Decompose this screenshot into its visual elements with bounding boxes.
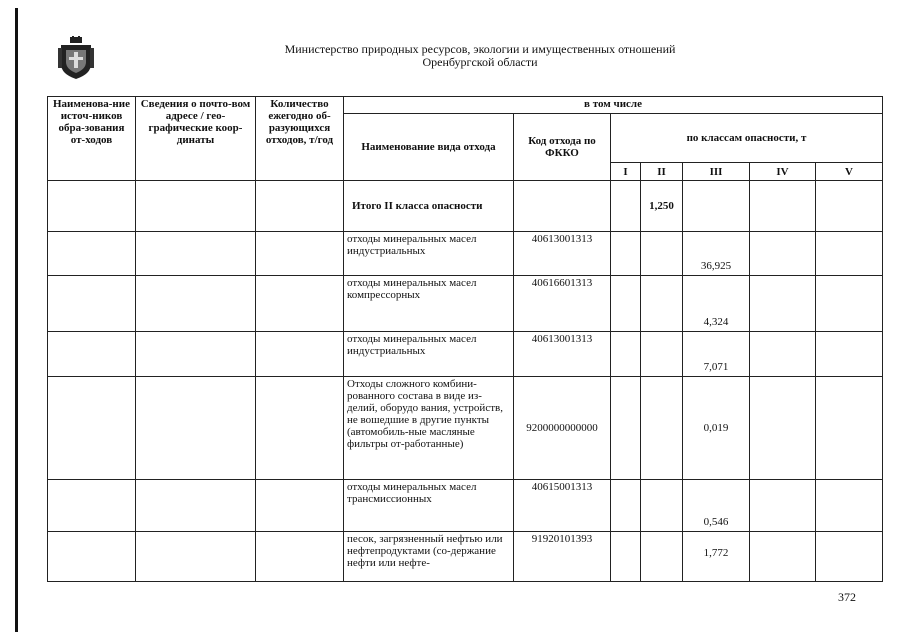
waste-name: отходы минеральных масел индустриальных: [344, 232, 514, 276]
waste-name: отходы минеральных масел трансмиссионных: [344, 480, 514, 532]
col-header-code: Код отхода по ФККО: [514, 114, 611, 181]
waste-code: 40613001313: [514, 232, 611, 276]
header-line-2: Оренбургской области: [422, 55, 538, 69]
table-row: [48, 276, 883, 332]
class-v-header: V: [816, 163, 883, 181]
total-class-ii-value: 1,250: [641, 181, 683, 232]
class-iii-value: 4,324: [683, 276, 750, 332]
class-iii-value: 0,019: [683, 377, 750, 480]
waste-code: 40613001313: [514, 332, 611, 377]
page-edge-bar: [15, 8, 18, 632]
col-header-quantity: Количество ежегодно об-разующихся отходов, т/год: [256, 97, 344, 181]
waste-name: песок, загрязненный нефтью или нефтепродуктами (со-держание нефти или нефте-: [344, 532, 514, 582]
table-row: [48, 377, 883, 480]
col-header-including: в том числе: [344, 97, 883, 114]
table-row: [48, 232, 883, 276]
ministry-header: [200, 43, 760, 69]
table-row: [48, 332, 883, 377]
waste-table: [47, 96, 883, 582]
class-iii-value: 7,071: [683, 332, 750, 377]
class-i-header: I: [611, 163, 641, 181]
waste-name: отходы минеральных масел индустриальных: [344, 332, 514, 377]
class-iii-value: 36,925: [683, 232, 750, 276]
coat-of-arms-icon: [58, 36, 94, 80]
waste-code: 40615001313: [514, 480, 611, 532]
col-header-source: Наименова-ние источ-ников обра-зования от-ходов: [48, 97, 136, 181]
total-label: Итого II класса опасности: [344, 181, 514, 232]
class-iii-header: III: [683, 163, 750, 181]
waste-name: отходы минеральных масел компрессорных: [344, 276, 514, 332]
header-row-1: [48, 97, 883, 114]
table-row-total: [48, 181, 883, 232]
class-iii-value: 1,772: [683, 532, 750, 582]
col-header-address: Сведения о почто-вом адресе / гео-графические коор-динаты: [136, 97, 256, 181]
class-iii-value: 0,546: [683, 480, 750, 532]
header-line-1: Министерство природных ресурсов, экологии и имущественных отношений: [284, 42, 676, 56]
waste-code: 9200000000000: [514, 377, 611, 480]
class-iv-header: IV: [750, 163, 816, 181]
col-header-waste-name: Наименование вида отхода: [344, 114, 514, 181]
col-header-classes: по классам опасности, т: [611, 114, 883, 163]
table-row: [48, 532, 883, 582]
class-ii-header: II: [641, 163, 683, 181]
waste-name: Отходы сложного комбини-рованного состава в виде из-делий, оборудо вания, устройств, не вошедшие в другие пункты (автомобиль-ные масляные фильтры от-работанные): [344, 377, 514, 480]
page-number: 372: [838, 590, 856, 604]
table-row: [48, 480, 883, 532]
waste-code: 91920101393: [514, 532, 611, 582]
waste-code: 40616601313: [514, 276, 611, 332]
